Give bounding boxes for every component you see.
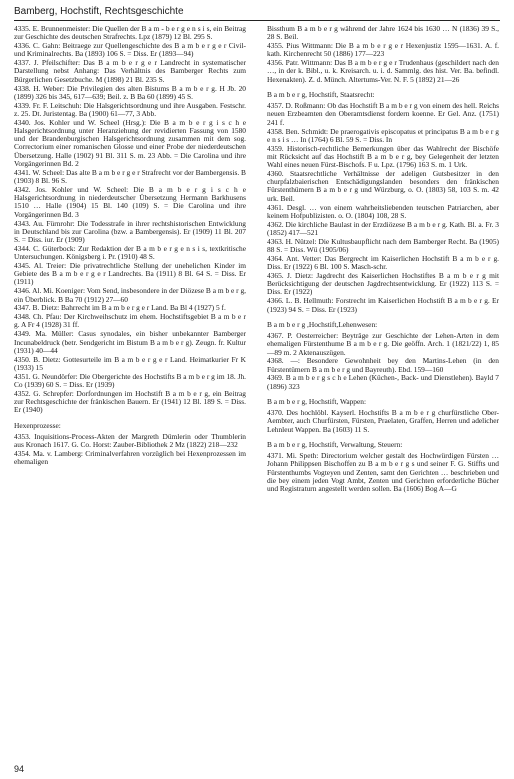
bibliography-entry: 4362. Die kirchliche Baulast in der Erzdiözese B a m b e r g. Kath. Bl. a. Fr. 3 (1852) 417—521	[267, 219, 499, 237]
bibliography-entry: 4337. J. Pfeilschifter: Das B a m b e r g e r Landrecht in systematischer Darstellung nebst Anhang: Das Verhältnis des Bamberger Rechts zum Bürgerlichen Gesetzbuche. M (1898) 21 Bl. 235 S.	[14, 58, 246, 84]
bibliography-entry: 4370. Des hochlöbl. Kayserl. Hochstifts B a m b e r g churfürstliche Ober-Aembter, auch Churfürsten, Fürsten, Praelaten, Graffen, Herren und adelicher Lehnleut Wappen. Ba (1603) 11 S.	[267, 408, 499, 434]
page-number: 94	[14, 764, 25, 774]
section-heading-hexenprozesse: Hexenprozesse:	[14, 420, 61, 430]
left-column	[14, 25, 246, 467]
bibliography-entry: 4367. P. Oesterreicher: Beyträge zur Geschichte der Lehen-Arten in dem ehemaligen Fürstenthume B a m b e r g. Die geöffn. Arch. 1 (1821/22) 1, 85—89 m. 2 Aktenauszügen.	[267, 331, 499, 357]
bibliography-entry: 4343. Au. Fürnrohr: Die Todesstrafe in ihrer rechtshistorischen Entwicklung in Deutschland bis zur Carolina (bzw. a Bambergensis). Er (1909) 11 Bl. 207 S. = Diss. iur. Er (1909)	[14, 218, 246, 244]
bibliography-entry: 4344. C. Güterbock: Zur Redaktion der B a m b e r g e n s i s, textkritische Untersuchungen. Königsberg i. Pr. (1910) 48 S.	[14, 243, 246, 262]
bibliography-entry: 4348. Ch. Pfau: Der Kirchweihschutz im ehem. Hochstiftsgebiet B a m b e r g. A Fr 4 (1928) 31 ff.	[14, 312, 246, 330]
bibliography-entry: 4341. W. Scheel: Das alte B a m b e r g e r Strafrecht vor der Bambergensis. B (1903) 8 Bl. 96 S.	[14, 167, 246, 186]
bibliography-entry: 4347. B. Dietz: Bahrrecht im B a m b e r g e r Land. Ba Bl 4 (1927) 5 f.	[14, 303, 226, 313]
bibliography-entry: 4338. H. Weber: Die Privilegien des alten Bistums B a m b e r g. H Jb. 20 (1899) 326 bis 345, 617—639; Beil. z. B Ba 60 (1899) 45 S.	[14, 83, 246, 101]
bibliography-entry: 4349. Ma. Müller: Casus synodales, ein bisher unbekannter Bamberger Incunabeldruck (betr. Sendgericht im Bistum B a m b e r g). Zeugn. fr. Kultur (1931) 40—44	[14, 329, 246, 355]
bibliography-entry: 4357. D. Roßmann: Ob das Hochstift B a m b e r g von einem des hell. Reichs neuen Erzbeamten den Oberamtsdienst fordern koenne. Er Gel. Anz. (1751) 241 f.	[267, 101, 499, 127]
bibliography-entry: 4339. Fr. F. Leitschuh: Die Halsgerichtsordnung und ihre Ausgaben. Festschr. z. 25. Dt. Juristentag. Ba (1900) 61—77, 3 Abb.	[14, 100, 246, 118]
bibliography-entry: 4340. Jos. Kohler und W. Scheel (Hrsg.): Die B a m b e r g i s c h e Halsgerichtsordnung unter Heranziehung der revidierten Fassung von 1580 und der Brandenburgischen Halsgerichtsordnung zusammen mit dem sog. Correctorium einer romanischen Glosse und einer Probe der niederdeutschen Übersetzung. Halle (1902) 91 Bl. 311 S. m. 23 Abb. = Die Carolina und ihre Vorgängerinnen Bd. 2	[14, 117, 246, 168]
bibliography-entry: 4361. Desgl. … von einem wahrheitsliebenden teutschen Patriarchen, aber keinem Hofpublizisten. o. O. (1804) 108, 28 S.	[267, 202, 499, 220]
bibliography-entry: 4336. C. Gahn: Beitraege zur Quellengeschichte des B a m b e r g e r Civil- und Kriminalrechts. Ba (1893) 106 S. = Diss. Er (1893—94)	[14, 41, 246, 59]
right-column	[267, 25, 499, 494]
section-heading-wappen: B a m b e r g, Hochstift, Wappen:	[267, 396, 367, 406]
bibliography-entry: 4350. B. Dietz: Gottesurteile im B a m b e r g e r Land. Heimatkurier Fr K (1933) 15	[14, 354, 246, 372]
bibliography-entry: 4359. Historisch-rechtliche Bemerkungen über das Wahlrecht der Bischöfe mit Rücksicht auf das Hochstift B a m b e r g, bey Gelegenheit der letzten Wahl eines neuen Fürst-Bischofs. F u. Lpz. (1796) 163 S. m. 1 Urk.	[267, 143, 499, 170]
bibliography-entry: 4363. H. Nützel: Die Kultusbaupflicht nach dem Bamberger Recht. Ba (1905) 88 S. = Diss. Wü (1905/06)	[267, 236, 499, 254]
bibliography-entry: 4346. Al. Mi. Koeniger: Vom Send, insbesondere in der Diözese B a m b e r g, ein Überblick. B Ba 70 (1912) 27—60	[14, 286, 246, 304]
bibliography-entry: Bissthum B a m b e r g während der Jahre 1624 bis 1630 … N (1836) 39 S., 28 S. Beil.	[267, 24, 499, 42]
header-rule	[14, 20, 500, 21]
bibliography-entry: 4366. L. B. Hellmuth: Forstrecht im Kaiserlichen Hochstift B a m b e r g. Er (1923) 94 S. = Diss. Er (1923)	[267, 296, 499, 314]
bibliography-entry: 4356. Patr. Wittmann: Das B a m b e r g e r Trudenhaus (geschildert nach den …, in der k. Bibl., u. k. Kreisarch. u. i. d. Sammlg. des hist. Ver. Ba. befindl. Hexenakten). Z. d. Münch. Altertums-Ver. N. F. 5 (1892) 21—26	[267, 58, 499, 84]
section-heading-verwaltung: B a m b e r g, Hochstift, Verwaltung, Steuern:	[267, 439, 403, 449]
bibliography-entry: 4345. Al. Treier: Die privatrechtliche Stellung der unehelichen Kinder im Gebiete des B a m b e r g e r Landrechts. Ba (1911) 8 Bl. 64 S. = Diss. Er (1911)	[14, 260, 246, 287]
bibliography-entry: 4365. J. Dietz: Jagdrecht des Kaiserlichen Hochstiftes B a m b e r g mit Berücksichtigung der deutschen Jagdrechtsentwicklung. Er (1922) 113 S. = Diss. Er (1922)	[267, 270, 499, 297]
section-heading-staatsrecht: B a m b e r g, Hochstift, Staatsrecht:	[267, 89, 375, 99]
bibliography-entry: 4360. Staatsrechtliche Verhältnisse der adeligen Gutsbesitzer in den churpfalzbaierischen Entschädigungslanden besonders den fränkischen Fürstenthümern B a m b e r g und Würzburg, o. O. (1803) 58, 103 S. m. 42 urk. Beil.	[267, 168, 499, 203]
bibliography-entry: 4358. Ben. Schmidt: De praerogativis episcopatus et principatus B a m b e r g e n s i s … In (1764) 6 Bl. 59 S. = Diss. In	[267, 126, 499, 144]
bibliography-entry: 4355. Pius Wittmann: Die B a m b e r g e r Hexenjustiz 1595—1631. A. f. kath. Kirchenrecht 50 (1886) 177—223	[267, 41, 499, 59]
bibliography-entry: 4364. Ant. Vetter: Das Bergrecht im Kaiserlichen Hochstift B a m b e r g. Diss. Er (1922) 6 Bl. 100 S. Masch-schr.	[267, 253, 499, 272]
bibliography-entry: 4369. B a m b e r g s c h e Lehen (Küchen-, Back- und Dienstlehen). Bayld 7 (1896) 323	[267, 373, 499, 391]
bibliography-entry: 4352. G. Schrepfer: Dorfordnungen im Hochstift B a m b e r g, ein Beitrag zur Rechtsgeschichte der fränkischen Bauern. Er (1941) 12 Bl. 189 S. = Diss. Er (1940)	[14, 388, 246, 415]
bibliography-entry: 4368. —: Besondere Gewohnheit bey den Martins-Lehen (in den Fürstentümern B a m b e r g und Bayreuth). Ebd. 159—160	[267, 356, 499, 374]
section-heading-lehenwesen: B a m b e r g ,Hochstift,Lehenwesen:	[267, 319, 378, 329]
bibliography-entry: 4354. Ma. v. Lamberg: Criminalverfahren vorzüglich bei Hexenprozessen im ehemaligen	[14, 448, 246, 467]
bibliography-entry: 4371. Mi. Speth: Directorium welcher gestalt des Hochwürdigen Fürsten … Johann Philippsen Bischoffen zu B a m b e r g s und seiner F. G. Stiffts und Fürstenthumbs Vogteyen und Zenten, samt den Gerichten … beschrieben und die bey einem jeden Vogt Ambt, Zenten und Gerichten erforderliche Bücher und Registraturn angestellt werden sollen. Ba (1606) Bog A—G	[267, 451, 499, 494]
bibliography-entry: 4342. Jos. Kohler und W. Scheel: Die B a m b e r g i s c h e Halsgerichtsordnung in niederdeutscher Übersetzung Hermann Barkhusens 1510 … Halle (1904) 15 Bl. 140 (109) S. = Die Carolina und ihre Vorgängerinnen Bd. 3	[14, 184, 246, 219]
running-head: Bamberg, Hochstift, Rechtsgeschichte	[14, 6, 184, 17]
bibliography-entry: 4335. E. Brunnenmeister: Die Quellen der B a m - b e r g e n s i s, ein Beitrag zur Geschichte des deutschen Strafrechts. Lpz (1879) 12 Bl. 295 S.	[14, 24, 246, 42]
bibliography-entry: 4353. Inquisitions-Process-Akten der Margreth Dümlerin oder Thumblerin aus Kronach 1617. G. Co. Horst: Zauber-Bibliothek 2 Mz (1822) 218—232	[14, 431, 246, 450]
bibliography-entry: 4351. G. Neundörfer: Die Obergerichte des Hochstifts B a m b e r g im 18. Jh. Co (1939) 60 S. = Diss. Er (1939)	[14, 371, 246, 389]
